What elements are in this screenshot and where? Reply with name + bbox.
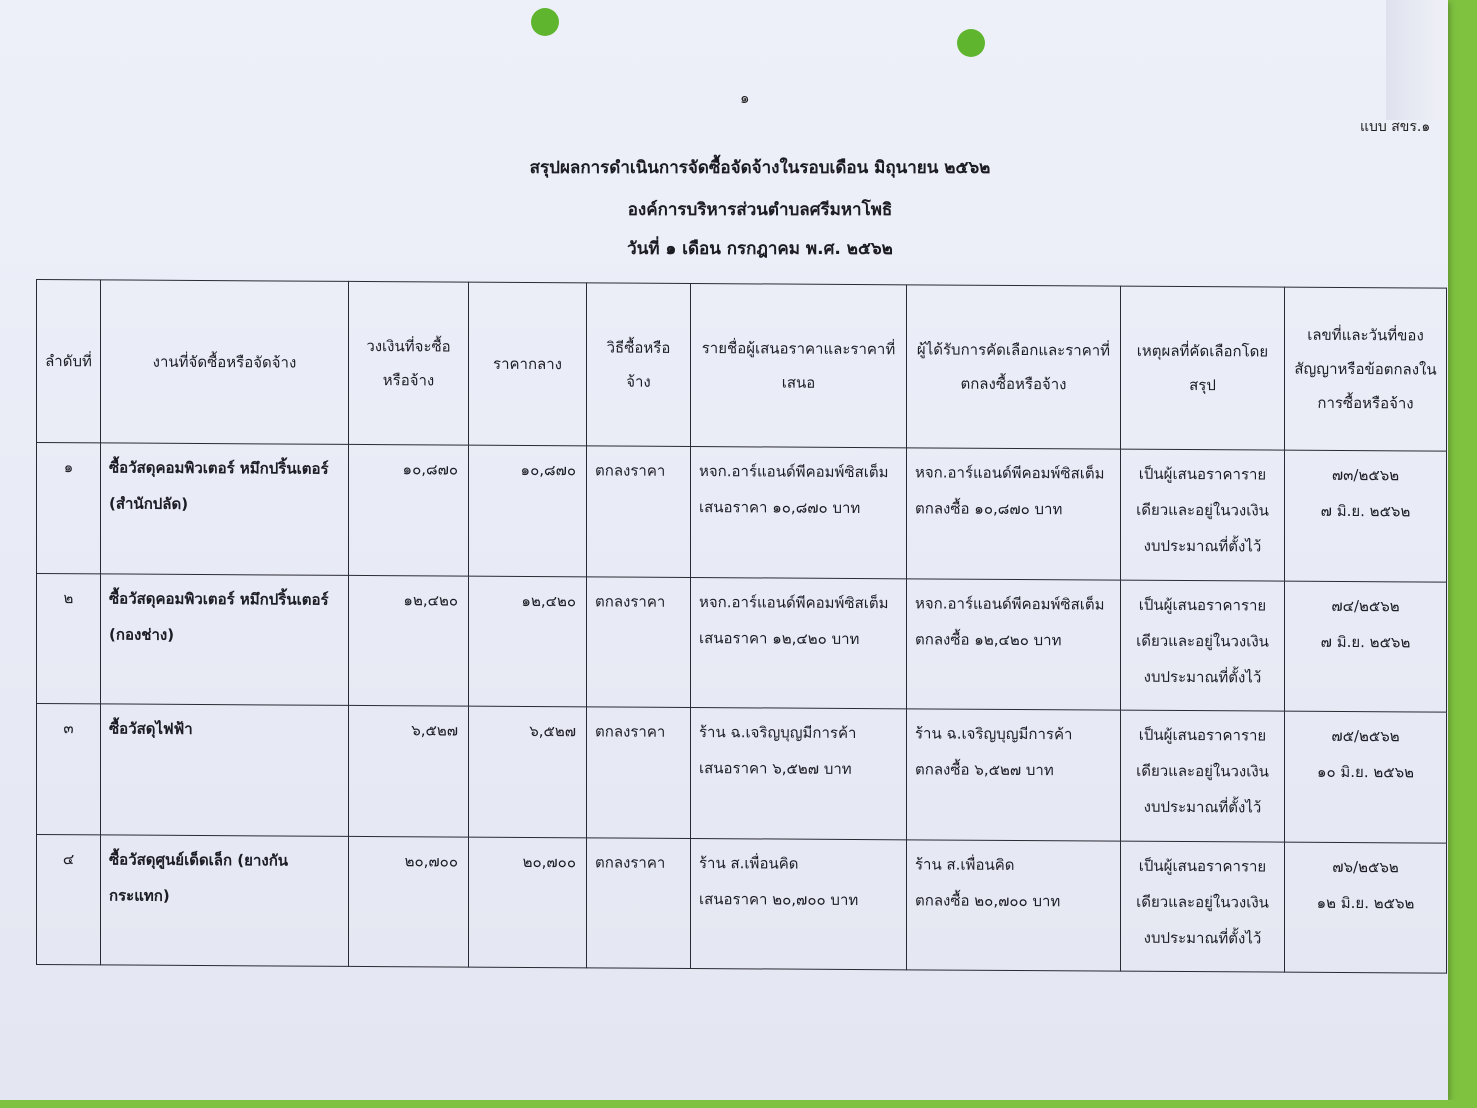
row-winner	[907, 709, 1121, 841]
row-contract	[1285, 450, 1447, 581]
page-number: ๑	[740, 89, 750, 107]
contract-number: ๗๖/๒๕๖๒	[1332, 857, 1399, 876]
row-no: ๒	[37, 573, 101, 704]
contract-date: ๑๐ มิ.ย. ๒๕๖๒	[1316, 762, 1415, 782]
col-header-winner: ผู้ได้รับการคัดเลือกและราคาที่ตกลงซื้อหรือจ้าง	[907, 285, 1121, 449]
row-item: ซื้อวัสดุคอมพิวเตอร์ หมึกปริ้นเตอร์ (กองช่าง)	[101, 573, 349, 705]
col-header-budget: วงเงินที่จะซื้อหรือจ้าง	[349, 281, 469, 445]
row-item: ซื้อวัสดุศูนย์เด็ดเล็ก (ยางกันกระแทก)	[101, 834, 349, 966]
contract-date: ๗ มิ.ย. ๒๕๖๒	[1320, 632, 1411, 651]
report-date: วันที่ ๑ เดือน กรกฎาคม พ.ศ. ๒๕๖๒	[627, 239, 893, 259]
row-no: ๑	[37, 443, 101, 574]
contract-date: ๗ มิ.ย. ๒๕๖๒	[1320, 501, 1411, 521]
report-title: สรุปผลการดำเนินการจัดซื้อจัดจ้างในรอบเดือน มิถุนายน ๒๕๖๒	[529, 158, 991, 178]
agreed-price: ตกลงซื้อ ๑๐,๘๗๐ บาท	[915, 499, 1063, 519]
row-reason: เป็นผู้เสนอราคารายเดียวและอยู่ในวงเงินงบประมาณที่ตั้งไว้	[1121, 449, 1285, 581]
row-reason: เป็นผู้เสนอราคารายเดียวและอยู่ในวงเงินงบประมาณที่ตั้งไว้	[1121, 841, 1285, 973]
winner-name: หจก.อาร์แอนด์พีคอมพ์ซิสเต็ม	[915, 463, 1105, 483]
row-budget: ๖,๕๒๗	[349, 705, 469, 836]
paper-edge	[1386, 0, 1448, 120]
winner-name: หจก.อาร์แอนด์พีคอมพ์ซิสเต็ม	[915, 593, 1105, 614]
row-median-price: ๒๐,๗๐๐	[469, 837, 587, 968]
row-median-price: ๑๐,๘๗๐	[469, 445, 587, 576]
row-contract	[1285, 581, 1447, 712]
col-header-method: วิธีซื้อหรือจ้าง	[587, 283, 691, 447]
col-header-bidders: รายชื่อผู้เสนอราคาและราคาที่เสนอ	[691, 283, 907, 447]
row-median-price: ๖,๕๒๗	[469, 706, 587, 837]
row-method: ตกลงราคา	[587, 707, 691, 838]
winner-name: ร้าน ฉ.เจริญบุญมีการค้า	[915, 724, 1073, 744]
table-row	[37, 834, 1447, 973]
row-bidder	[691, 577, 907, 709]
agreed-price: ตกลงซื้อ ๖,๕๒๗ บาท	[915, 760, 1054, 780]
row-item: ซื้อวัสดุไฟฟ้า	[101, 704, 349, 836]
row-budget: ๑๐,๘๗๐	[349, 444, 469, 575]
col-header-item: งานที่จัดซื้อหรือจัดจ้าง	[101, 280, 349, 445]
form-code: แบบ สขร.๑	[1360, 119, 1431, 135]
table-row	[37, 573, 1447, 712]
row-median-price: ๑๒,๔๒๐	[469, 576, 587, 707]
organization-name: องค์การบริหารส่วนตำบลศรีมหาโพธิ	[627, 200, 893, 220]
col-header-contract: เลขที่และวันที่ของสัญญาหรือข้อตกลงในการซื้อหรือจ้าง	[1285, 287, 1447, 451]
procurement-table	[36, 279, 1447, 974]
row-method: ตกลงราคา	[587, 837, 691, 968]
row-contract	[1285, 711, 1447, 842]
row-budget: ๑๒,๔๒๐	[349, 575, 469, 706]
row-method: ตกลงราคา	[587, 446, 691, 577]
col-header-median-price: ราคากลาง	[469, 282, 587, 446]
row-budget: ๒๐,๗๐๐	[349, 836, 469, 967]
row-bidder	[691, 707, 907, 839]
row-method: ตกลงราคา	[587, 576, 691, 707]
punch-hole	[531, 8, 559, 36]
row-winner	[907, 448, 1121, 580]
row-bidder	[691, 446, 907, 578]
col-header-reason: เหตุผลที่คัดเลือกโดยสรุป	[1121, 286, 1285, 450]
bidder-name: หจก.อาร์แอนด์พีคอมพ์ซิสเต็ม	[699, 592, 889, 612]
agreed-price: ตกลงซื้อ ๒๐,๗๐๐ บาท	[915, 890, 1061, 910]
row-no: ๓	[37, 704, 101, 835]
row-reason: เป็นผู้เสนอราคารายเดียวและอยู่ในวงเงินงบประมาณที่ตั้งไว้	[1121, 710, 1285, 842]
row-reason: เป็นผู้เสนอราคารายเดียวและอยู่ในวงเงินงบประมาณที่ตั้งไว้	[1121, 580, 1285, 712]
row-no: ๔	[37, 834, 101, 965]
row-winner	[907, 578, 1121, 710]
punch-hole	[957, 29, 985, 57]
bid-price: เสนอราคา ๑๒,๔๒๐ บาท	[699, 628, 860, 648]
row-item: ซื้อวัสดุคอมพิวเตอร์ หมึกปริ้นเตอร์ (สำนักปลัด)	[101, 443, 349, 575]
bidder-name: ร้าน ฉ.เจริญบุญมีการค้า	[699, 723, 857, 743]
bid-price: เสนอราคา ๑๐,๘๗๐ บาท	[699, 498, 861, 518]
agreed-price: ตกลงซื้อ ๑๒,๔๒๐ บาท	[915, 629, 1062, 649]
bid-price: เสนอราคา ๖,๕๒๗ บาท	[699, 759, 852, 778]
contract-number: ๗๕/๒๕๖๒	[1331, 726, 1400, 746]
contract-number: ๗๓/๒๕๖๒	[1331, 465, 1400, 485]
col-header-no: ลำดับที่	[37, 280, 101, 443]
winner-name: ร้าน ส.เพื่อนคิด	[915, 854, 1015, 874]
background-strip	[0, 1100, 1477, 1108]
table-header-row	[37, 280, 1447, 452]
row-winner	[907, 839, 1121, 971]
row-contract	[1285, 842, 1447, 973]
table-row	[37, 704, 1447, 843]
table-row	[37, 443, 1447, 582]
bid-price: เสนอราคา ๒๐,๗๐๐ บาท	[699, 889, 859, 909]
row-bidder	[691, 838, 907, 970]
contract-date: ๑๒ มิ.ย. ๒๕๖๒	[1316, 893, 1415, 912]
bidder-name: ร้าน ส.เพื่อนคิด	[699, 853, 799, 873]
bidder-name: หจก.อาร์แอนด์พีคอมพ์ซิสเต็ม	[699, 462, 889, 482]
contract-number: ๗๔/๒๕๖๒	[1331, 596, 1400, 615]
